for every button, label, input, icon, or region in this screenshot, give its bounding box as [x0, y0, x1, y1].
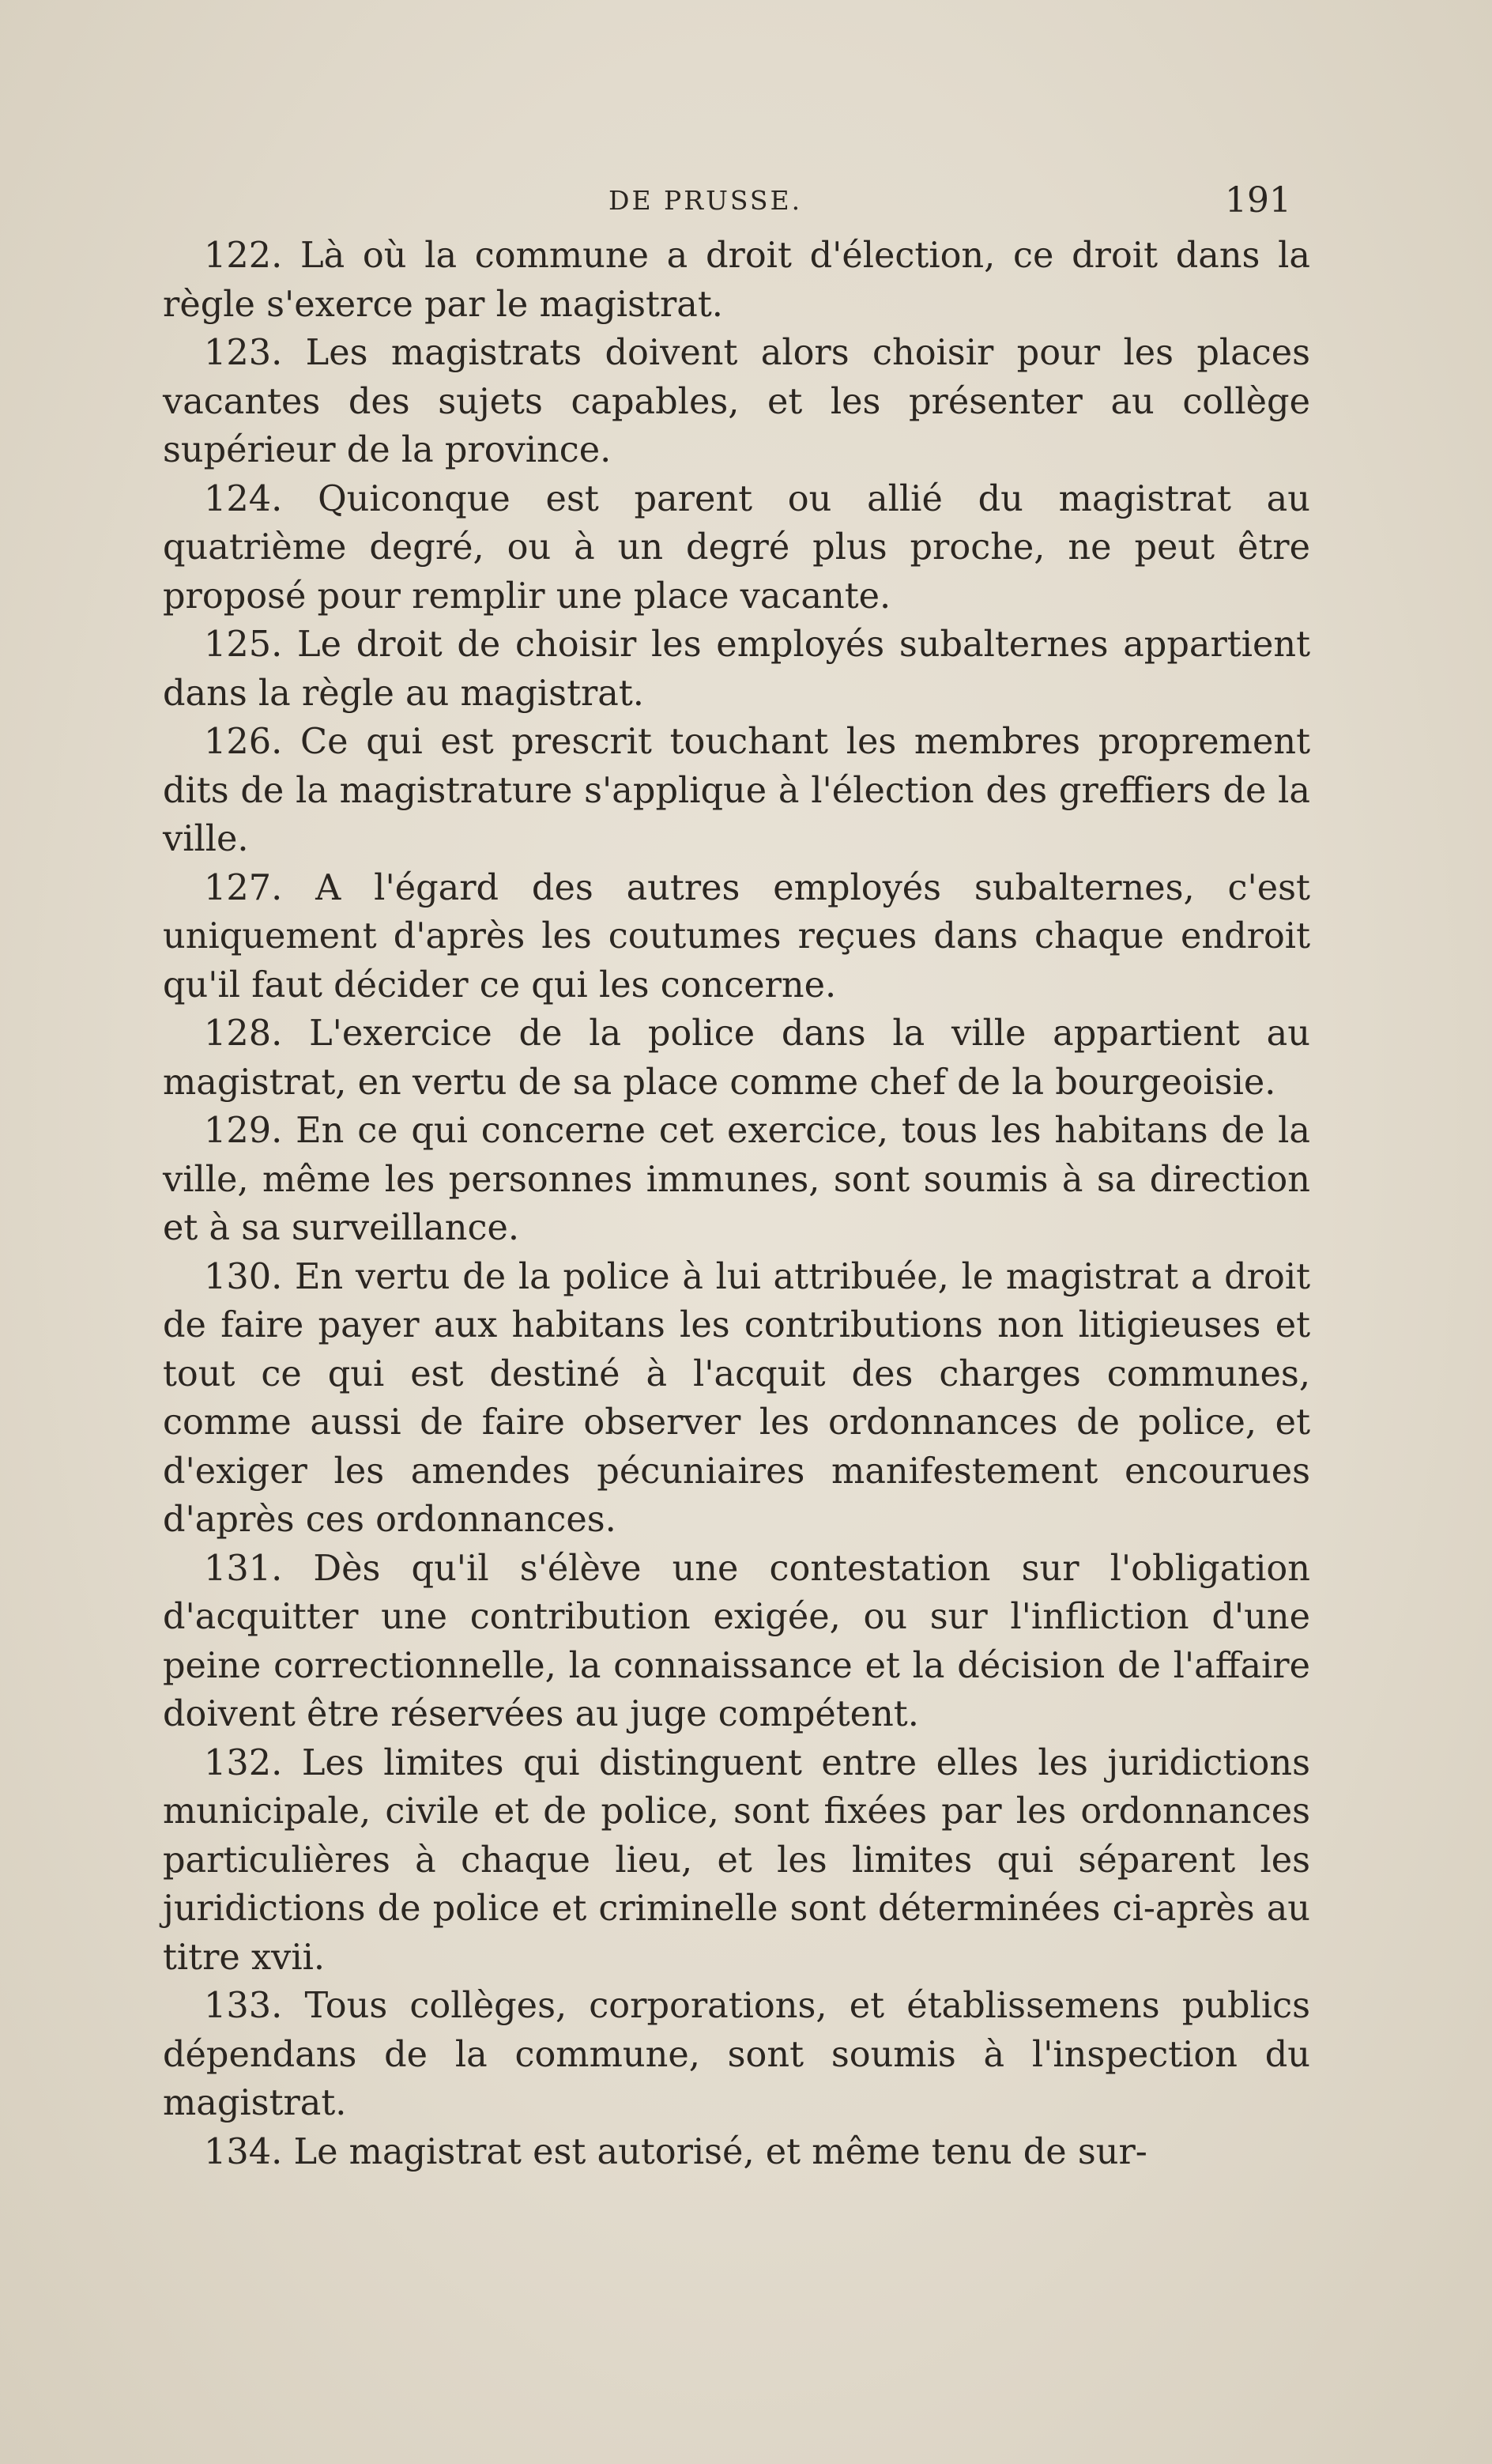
article-text: A l'égard des autres employés subalternes, c'est uniquement d'après les coutumes reçues dans chaque endroit qu'il faut décider ce qui les concerne.	[163, 866, 1310, 1006]
article-text: Les limites qui distinguent entre elles les juridictions municipale, civile et de police, sont fixées par les ordonnances particulières à chaque lieu, et les limites qui séparent les juridictions de police et criminelle sont déterminées ci-après au titre xvii.	[163, 1741, 1310, 1978]
article-number: 130.	[204, 1255, 283, 1297]
article-131	[163, 1545, 1310, 1739]
article-number: 126.	[204, 721, 283, 762]
article-text: En ce qui concerne cet exercice, tous les habitans de la ville, même les personnes immunes, sont soumis à sa direction et à sa surveillance.	[163, 1110, 1310, 1248]
article-number: 133.	[204, 1985, 283, 2026]
article-number: 125.	[204, 624, 283, 665]
body-text	[163, 232, 1310, 2176]
article-text: Le droit de choisir les employés subalternes appartient dans la règle au magistrat.	[163, 624, 1310, 714]
article-123	[163, 329, 1310, 475]
article-number: 127.	[204, 866, 283, 908]
article-128	[163, 1009, 1310, 1107]
article-text: L'exercice de la police dans la ville appartient au magistrat, en vertu de sa place comme chef de la bourgeoisie.	[163, 1013, 1310, 1103]
article-text: Quiconque est parent ou allié du magistrat au quatrième degré, ou à un degré plus proche, ne peut être proposé pour remplir une place vacante.	[163, 477, 1310, 617]
article-number: 124.	[204, 477, 283, 519]
running-title: DE PRUSSE.	[608, 185, 803, 216]
article-126	[163, 718, 1310, 864]
article-number: 128.	[204, 1013, 283, 1054]
article-text: Les magistrats doivent alors choisir pour les places vacantes des sujets capables, et les présenter au collège supérieur de la province.	[163, 332, 1310, 470]
article-132	[163, 1739, 1310, 1983]
article-number: 131.	[204, 1547, 283, 1589]
article-number: 132.	[204, 1741, 283, 1783]
article-130	[163, 1253, 1310, 1545]
article-text: Le magistrat est autorisé, et même tenu de sur-	[293, 2130, 1147, 2172]
running-head	[0, 180, 1492, 228]
article-122	[163, 232, 1310, 329]
article-number: 123.	[204, 332, 283, 373]
article-124	[163, 475, 1310, 621]
page-number: 191	[1225, 180, 1291, 221]
article-134	[163, 2128, 1310, 2177]
article-number: 134.	[204, 2130, 283, 2172]
article-text: Ce qui est prescrit touchant les membres proprement dits de la magistrature s'applique à l'élection des greffiers de la ville.	[163, 721, 1310, 859]
article-number: 129.	[204, 1110, 283, 1151]
article-129	[163, 1107, 1310, 1253]
article-text: Tous collèges, corporations, et établissemens publics dépendans de la commune, sont soumis à l'inspection du magistrat.	[163, 1985, 1310, 2123]
article-text: En vertu de la police à lui attribuée, le magistrat a droit de faire payer aux habitans les contributions non litigieuses et tout ce qui est destiné à l'acquit des charges communes, comme aussi de faire observer les ordonnances de police, et d'exiger les amendes pécuniaires manifestement encourues d'après ces ordonnances.	[163, 1255, 1310, 1540]
article-133	[163, 1982, 1310, 2128]
article-text: Dès qu'il s'élève une contestation sur l'obligation d'acquitter une contribution exigée, ou sur l'infliction d'une peine correctionnelle, la connaissance et la décision de l'affaire doivent être réservées au juge compétent.	[163, 1547, 1310, 1734]
article-125	[163, 621, 1310, 718]
article-number: 122.	[204, 235, 283, 276]
article-127	[163, 864, 1310, 1010]
article-text: Là où la commune a droit d'élection, ce droit dans la règle s'exerce par le magistrat.	[163, 235, 1310, 325]
